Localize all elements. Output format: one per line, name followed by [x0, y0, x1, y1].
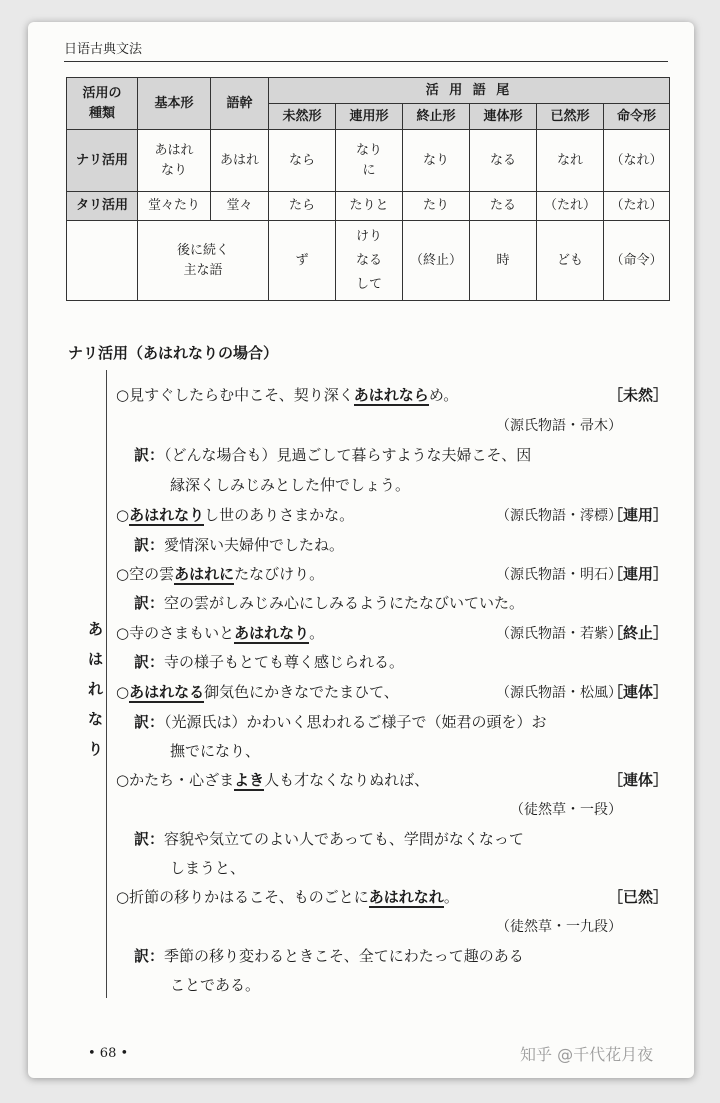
table-cell: けり なる して — [336, 221, 403, 301]
example-sentence: ○空の雲あはれにたなびけり。 — [116, 565, 325, 583]
table-cell: 堂々 — [211, 192, 269, 221]
follow-label: 後に続く 主な語 — [138, 221, 269, 301]
source-citation: （徒然草・一九段） — [496, 919, 622, 935]
header-endings: 活 用 語 尾 — [269, 78, 670, 104]
form-tag: ［未然］ — [607, 386, 668, 404]
header-stem: 語幹 — [211, 78, 269, 130]
form-tag: ［連体］ — [607, 771, 668, 789]
header-type: 活用の 種類 — [67, 78, 138, 130]
translation-line: しまうと、 — [170, 859, 246, 877]
side-label-char: あ — [88, 620, 104, 638]
form-tag: ［連体］ — [607, 683, 668, 701]
book-page — [28, 22, 694, 1078]
form-header: 未然形 — [269, 104, 336, 130]
source-citation: （源氏物語・松風） — [496, 685, 622, 701]
watermark: 知乎 @千代花月夜 — [520, 1045, 654, 1064]
form-tag: ［終止］ — [607, 624, 668, 642]
table-cell: 時 — [470, 221, 537, 301]
translation-line: 訳：（どんな場合も）見過ごして暮らすような夫婦こそ、因 — [134, 446, 532, 464]
side-label-char: れ — [88, 680, 104, 698]
form-tag: ［連用］ — [607, 565, 668, 583]
source-citation: （徒然草・一段） — [510, 802, 622, 818]
translation-line: 撫でになり、 — [170, 742, 261, 760]
translation-line: 訳：容貌や気立てのよい人であっても、学問がなくなって — [134, 830, 524, 848]
translation-line: 訳：愛情深い夫婦仲でしたね。 — [134, 536, 345, 554]
header-base-form: 基本形 — [138, 78, 211, 130]
example-sentence: ○あはれなる御気色にかきなでたまひて、 — [116, 683, 399, 701]
table-cell: なる — [470, 130, 537, 192]
key-word: あはれに — [174, 565, 235, 583]
table-cell: たりと — [336, 192, 403, 221]
table-cell — [67, 221, 138, 301]
translation-line: ことである。 — [170, 976, 261, 994]
table-cell: なれ — [537, 130, 604, 192]
key-word: あはれなら — [353, 386, 429, 404]
table-cell: あはれ — [211, 130, 269, 192]
form-header: 終止形 — [403, 104, 470, 130]
table-row — [67, 192, 670, 221]
table-row — [67, 221, 670, 301]
table-cell: 堂々たり — [138, 192, 211, 221]
running-header: 日语古典文法 — [64, 42, 143, 57]
form-header: 連用形 — [336, 104, 403, 130]
translation-line: 訳：空の雲がしみじみ心にしみるようにたなびいていた。 — [134, 594, 525, 612]
example-sentence: ○寺のさまもいとあはれなり。 — [116, 624, 325, 642]
key-word: あはれなり — [129, 506, 205, 524]
side-label-char: は — [88, 650, 104, 668]
table-cell: なり に — [336, 130, 403, 192]
key-word: あはれなる — [129, 683, 205, 701]
translation-line: 縁深くしみじみとした仲でしょう。 — [170, 476, 411, 494]
table-cell: ず — [269, 221, 336, 301]
source-citation: （源氏物語・明石） — [496, 567, 622, 583]
source-citation: （源氏物語・帚木） — [496, 418, 622, 434]
section-title: ナリ活用（あはれなりの場合） — [68, 344, 279, 362]
table-cell: あはれ なり — [138, 130, 211, 192]
page-number: • 68 • — [88, 1046, 129, 1061]
table-row — [67, 130, 670, 192]
section-rule — [106, 370, 107, 998]
example-sentence: ○見すぐしたらむ中こそ、契り深くあはれならめ。 — [116, 386, 459, 404]
row-label: ナリ活用 — [67, 130, 138, 192]
table-cell: ども — [537, 221, 604, 301]
header-rule — [64, 61, 668, 62]
form-tag: ［已然］ — [607, 888, 668, 906]
form-header: 已然形 — [537, 104, 604, 130]
form-header: 連体形 — [470, 104, 537, 130]
source-citation: （源氏物語・若紫） — [496, 626, 622, 642]
side-label-char: り — [88, 740, 104, 758]
translation-line: 訳：（光源氏は）かわいく思われるご様子で（姫君の頭を）お — [134, 713, 547, 731]
table-cell: たり — [403, 192, 470, 221]
translation-line: 訳：寺の様子もとても尊く感じられる。 — [134, 653, 405, 671]
example-sentence: ○折節の移りかはるこそ、ものごとにあはれなれ。 — [116, 888, 459, 906]
table-cell: たる — [470, 192, 537, 221]
example-sentence: ○かたち・心ざまよき人も才なくなりぬれば、 — [116, 771, 430, 789]
row-label: タリ活用 — [67, 192, 138, 221]
table-cell: （命令） — [604, 221, 670, 301]
key-word: よき — [234, 771, 265, 789]
translation-line: 訳：季節の移り変わるときこそ、全てにわたって趣のある — [134, 947, 524, 965]
key-word: あはれなれ — [368, 888, 444, 906]
table-cell: なり — [403, 130, 470, 192]
table-cell: （終止） — [403, 221, 470, 301]
side-label-char: な — [88, 710, 104, 728]
example-sentence: ○あはれなりし世のありさまかな。 — [116, 506, 355, 524]
table-cell: （たれ） — [537, 192, 604, 221]
conjugation-table — [66, 77, 670, 301]
table-cell: なら — [269, 130, 336, 192]
form-tag: ［連用］ — [607, 506, 668, 524]
key-word: あはれなり — [234, 624, 310, 642]
table-cell: （なれ） — [604, 130, 670, 192]
table-cell: （たれ） — [604, 192, 670, 221]
table-cell: たら — [269, 192, 336, 221]
form-header: 命令形 — [604, 104, 670, 130]
source-citation: （源氏物語・澪標） — [496, 508, 622, 524]
